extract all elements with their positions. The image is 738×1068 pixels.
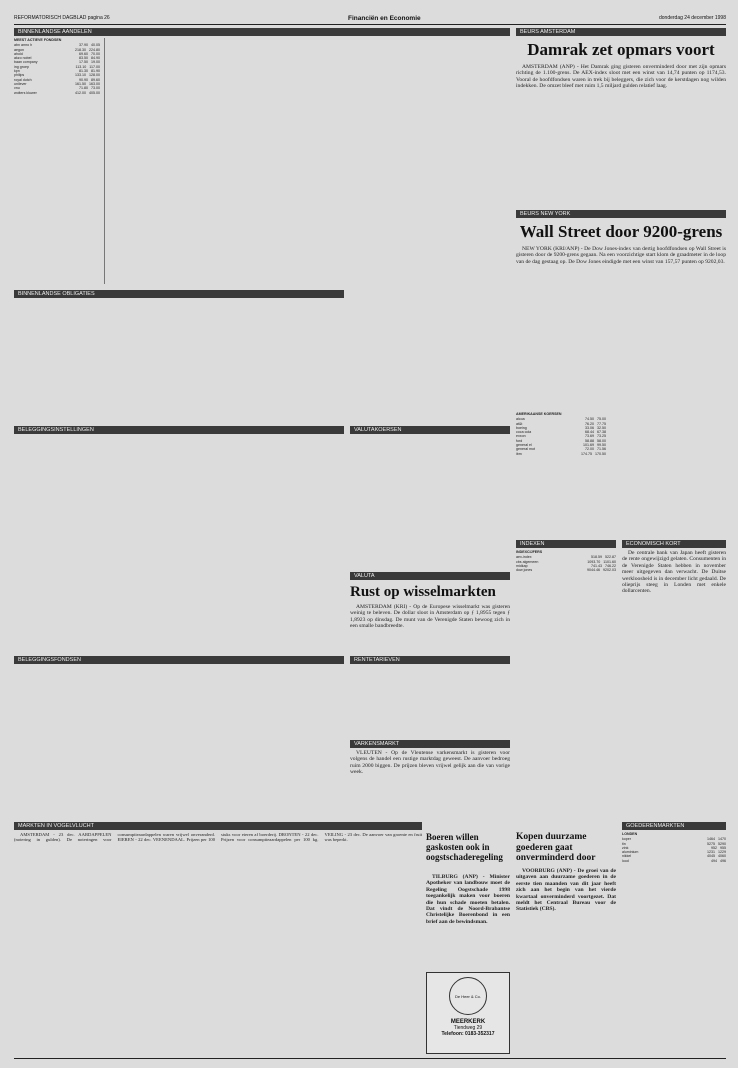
article-rust-body [350, 604, 510, 648]
table-cell: cbs algemeen [516, 559, 539, 564]
table-cell: 117.00 [89, 64, 100, 69]
table-rentetarieven [350, 666, 510, 736]
column-divider [104, 38, 105, 284]
table-cell: baan company [14, 60, 38, 65]
section-beleggingsfondsen: BELEGGINGSFONDSEN [14, 656, 344, 664]
article-wallstreet-body [516, 246, 726, 406]
table-cell: 99.50 [597, 443, 606, 448]
table-cell: 77.75 [597, 421, 606, 426]
table-cell: 32.50 [597, 425, 606, 430]
table-cell: 76.20 [585, 421, 594, 426]
table-cell: 1093.70 [587, 559, 601, 564]
table-cell: boeing [516, 425, 527, 430]
headline-boeren: Boeren willen gaskosten ook in oogstschaderegeling [426, 832, 503, 862]
section-beleggingsinstellingen: BELEGGINGSINSTELLINGEN [14, 426, 344, 434]
table-aandelen-b [108, 38, 206, 284]
article-text: VOORBURG (ANP) - De groei van de uitgaven aan duurzame goederen in de eerste tien maanden van dit jaar heeft zich aan het begin van het vierde kwartaal onverminderd voortgezet. Dat meldt het Centraal Bureau voor de Statistiek (CBS). [516, 868, 616, 913]
table-cell: 952 [711, 845, 717, 850]
section-markten-in-vogelvlucht: MARKTEN IN VOGELVLUCHT [14, 822, 422, 830]
table-row [516, 568, 616, 572]
table-cell: alcoa [516, 417, 525, 422]
table-cell: zink [622, 845, 629, 850]
table-cell: 73.25 [597, 434, 606, 439]
table-cell: 522.87 [605, 555, 616, 560]
table-cell: 58.88 [585, 438, 594, 443]
table-cell: 128.00 [89, 73, 100, 78]
table-rows [516, 417, 606, 456]
table-cell: 75.00 [597, 417, 606, 422]
masthead-left: REFORMATORISCH DAGBLAD pagina 26 [14, 15, 110, 21]
table-beleggingsinst-d [264, 436, 344, 650]
table-cell: 101.69 [583, 443, 594, 448]
table-cell: 1229 [718, 850, 726, 855]
table-rows [622, 837, 726, 863]
table-cell: tin [622, 841, 626, 846]
headline-kopen: Kopen duurzame goederen gaat onverminderd door [516, 832, 596, 863]
section-rentetarieven: RENTETARIEVEN [350, 656, 510, 664]
table-cell: ahold [14, 51, 23, 56]
table-cell: abn amro h [14, 43, 33, 48]
article-text: VLEUTEN - Op de Vleutense varkensmarkt is gisteren voor volgens de handel een rustige marktdag geweest. De aanvoer bedroeg ruim 2000 biggen. De prijzen bleven vrijwel gelijk aan die van vorige week. [350, 750, 510, 776]
masthead-section-title: Financiën en Economie [348, 14, 421, 22]
table-cell: 746.22 [605, 563, 616, 568]
table-rows [516, 555, 616, 572]
table-cell: 1464 [707, 837, 715, 842]
table-cell: nikkel [622, 854, 632, 859]
section-goederenmarkten: GOEDERENMARKTEN [622, 822, 726, 830]
table-title: INDEXCIJFERS [516, 550, 543, 554]
bottom-rule [14, 1058, 726, 1059]
table-cell: ford [516, 438, 523, 443]
table-cell: 71.56 [597, 447, 606, 452]
table-aandelen-e [412, 38, 510, 284]
table-cell: 81.90 [91, 69, 100, 74]
table-cell: 81.30 [79, 69, 88, 74]
table-cell: 37.90 [79, 43, 88, 48]
table-cell: 113.10 [75, 64, 87, 69]
table-title: LONDEN [622, 832, 638, 836]
table-cell: royal dutch [14, 77, 32, 82]
table-cell: wolters kluwer [14, 90, 37, 95]
table-row [516, 452, 606, 456]
table-fondsen-a [14, 666, 94, 816]
table-cell: 71.80 [79, 86, 88, 91]
table-cell: 58.00 [597, 438, 606, 443]
table-beleggingsinst-a [14, 436, 94, 650]
section-binnenlandse-obligaties: BINNENLANDSE OBLIGATIES [14, 290, 344, 298]
table-cell: general el [516, 443, 532, 448]
article-varkens-body [350, 750, 510, 816]
table-fondsen-d [264, 666, 344, 816]
table-cell: 412.00 [75, 90, 86, 95]
article-boeren-body [426, 874, 510, 966]
article-kopen-body [516, 868, 616, 1054]
table-indexen [516, 550, 616, 816]
advertisement [426, 972, 510, 1054]
table-cell: 19.00 [91, 60, 100, 65]
table-cell: 73.00 [91, 86, 100, 91]
section-beurs-new-york: BEURS NEW YORK [516, 210, 726, 218]
article-markten-body [14, 832, 422, 1054]
table-ny-koersen [612, 412, 726, 536]
table-cell: ibm [516, 451, 522, 456]
table-cell: 494 [711, 858, 717, 863]
table-fondsen-b [98, 666, 178, 816]
section-varkensmarkt: VARKENSMARKT [350, 740, 510, 748]
table-cell: aegon [14, 47, 24, 52]
table-cell: 218.30 [75, 47, 86, 52]
article-text: AMSTERDAM (KRI) - Op de Europese wisselmarkt was gisteren weinig te beleven. De dollar sloot in Amsterdam op ƒ 1,8955 tegen ƒ 1,8923 op dinsdag. De munt van de Verenigde Staten bewoog zich in een smalle bandbreedte. [350, 604, 510, 630]
table-cell: general mot [516, 447, 535, 452]
table-cell: 9202.03 [603, 568, 616, 573]
table-cell: 1101.60 [603, 559, 616, 564]
table-cell: vnu [14, 86, 20, 91]
table-cell: dow jones [516, 568, 533, 573]
ad-town: MEERKERK [450, 1019, 486, 1025]
article-economisch-kort-body [622, 550, 726, 816]
table-cell: 163.00 [89, 81, 100, 86]
headline-rust: Rust op wisselmarkten [350, 584, 496, 600]
table-cell: 405.00 [89, 90, 100, 95]
headline-damrak: Damrak zet opmars voort [527, 40, 715, 59]
table-rows [14, 43, 100, 95]
section-valutakoersen: VALUTAKOERSEN [350, 426, 510, 434]
table-beleggingsinst-c [182, 436, 260, 650]
table-fondsen-c [182, 666, 260, 816]
table-cell: 170.50 [595, 451, 606, 456]
article-damrak-body [516, 64, 726, 204]
table-cell: 741.43 [591, 563, 602, 568]
table-valuta-a [350, 436, 428, 568]
ad-brand: De Heer & Co. [454, 993, 481, 999]
table-cell: 83.50 [79, 56, 88, 61]
table-cell: 9044.46 [587, 568, 600, 573]
table-cell: aex-index [516, 555, 532, 560]
table-amerikaanse-koersen [516, 412, 606, 536]
ad-phone: Telefoon: 0183-352317 [441, 1031, 495, 1037]
table-row [622, 859, 726, 863]
table-cell: coca cola [516, 430, 532, 435]
table-title: AMERIKAANSE KOERSEN [516, 412, 562, 416]
table-cell: 70.00 [91, 51, 100, 56]
table-obligaties-d [264, 300, 344, 420]
table-cell: 518.59 [591, 555, 602, 560]
table-cell: 33.06 [585, 425, 594, 430]
table-cell: 224.80 [89, 47, 100, 52]
table-cell: 174.75 [581, 451, 592, 456]
masthead-date: donderdag 24 december 1998 [658, 15, 726, 21]
section-valuta: VALUTA [350, 572, 510, 580]
table-cell: 496 [720, 858, 726, 863]
table-cell: unilever [14, 81, 27, 86]
table-cell: 17.50 [79, 60, 88, 65]
table-obligaties-c [182, 300, 260, 420]
table-cell: akzo nobel [14, 56, 32, 61]
table-cell: 133.10 [75, 73, 86, 78]
table-meest-actieve-fondsen [14, 38, 100, 284]
table-obligaties-b [98, 300, 178, 420]
section-indexen: INDEXEN [516, 540, 616, 548]
article-text: TILBURG (ANP) - Minister Apotheker van landbouw moet de Regeling Oogstschade 1998 toegankelijk maken voor boeren die hun schade moeten betalen. Dat vindt de Noord-Brabantse Christelijke Boerenbond in een brief aan de bewindsman. [426, 874, 510, 925]
table-row [14, 91, 100, 95]
table-cell: 73.69 [585, 434, 594, 439]
table-cell: 40.05 [91, 43, 100, 48]
section-beurs-amsterdam: BEURS AMSTERDAM [516, 28, 726, 36]
table-cell: 5290 [718, 841, 726, 846]
table-cell: lood [622, 858, 629, 863]
table-cell: 72.00 [585, 447, 594, 452]
table-title: MEEST ACTIEVE FONDSEN [14, 38, 62, 42]
masthead-rule [14, 24, 726, 25]
table-cell: 69.60 [79, 51, 88, 56]
table-cell: 89.60 [91, 77, 100, 82]
section-economisch-kort: ECONOMISCH KORT [622, 540, 726, 548]
article-text: NEW YORK (KRI/ANP) - De Dow Jones-index van dertig hoofdfondsen op Wall Street is gisteren door de 9200-grens gegaan. Na een voorzichtige start klom de graadmeter in de loop van de dag gestaag op. De Dow Jones eindigde met een winst van 157,57 punten op 9202,03. [516, 246, 726, 265]
table-obligaties-a [14, 300, 94, 420]
table-cell: ing groep [14, 64, 29, 69]
table-aandelen-d [310, 38, 406, 284]
table-cell: 955 [720, 845, 726, 850]
table-cell: kpn [14, 69, 20, 74]
advertiser-logo [449, 977, 487, 1015]
article-text: AMSTERDAM (ANP) - Het Damrak ging gisteren onverminderd door met zijn opmars richting de 1.100-grens. De AEX-index sloot met een winst van 14,74 punten op 1174,53. Vooral de hoofdfondsen waren in trek bij beleggers, die zich voor de kerstdagen nog wilden indekken. De omzet bleef met ruim 1,5 miljard gulden relatief laag. [516, 64, 726, 90]
masthead [14, 13, 726, 23]
article-text: De centrale bank van Japan heeft gisteren de rente ongewijzigd gelaten. Consumenten in de Verenigde Staten hebben in november meer uitgegeven dan verwacht. De Duitse werkloosheid is in december licht gedaald. De olieprijs steeg in Londen met enkele dollarcenten. [622, 550, 726, 595]
table-cell: exxon [516, 434, 526, 439]
table-cell: 4060 [718, 854, 726, 859]
table-cell: midkap [516, 563, 528, 568]
table-aandelen-c [212, 38, 304, 284]
table-cell: philips [14, 73, 25, 78]
table-cell: 4045 [707, 854, 715, 859]
table-goederenmarkten [622, 832, 726, 1054]
table-cell: 68.44 [585, 430, 594, 435]
headline-wall-street: Wall Street door 9200-grens [519, 222, 723, 241]
table-cell: 1470 [718, 837, 726, 842]
table-cell: 90.90 [79, 77, 88, 82]
table-cell: 67.38 [597, 430, 606, 435]
table-cell: at&t [516, 421, 523, 426]
table-valuta-b [432, 436, 510, 568]
table-cell: 1231 [707, 850, 715, 855]
table-cell: koper [622, 837, 631, 842]
table-cell: 5275 [707, 841, 715, 846]
ad-address: Tiendweg 29 [453, 1025, 483, 1031]
table-cell: aluminium [622, 850, 639, 855]
table-beleggingsinst-b [98, 436, 178, 650]
table-cell: 161.50 [75, 81, 86, 86]
table-cell: 74.50 [585, 417, 594, 422]
section-binnenlandse-aandelen: BINNENLANDSE AANDELEN [14, 28, 510, 36]
article-text: AMSTERDAM - 23 dec. AARDAPPELEN (notering in gulden). De noteringen voor consumptieaardappelen waren vrijwel onveranderd. EIEREN - 22 dec. VEENENDAAL. Prijzen per 100 stuks voor eieren af boerderij. DRONTEN - 22 dec. Prijzen voor consumptieaardappelen per 100 kg. VEILING - 23 dec. De aanvoer van groente en fruit was beperkt. [14, 832, 422, 843]
table-cell: 84.90 [91, 56, 100, 61]
